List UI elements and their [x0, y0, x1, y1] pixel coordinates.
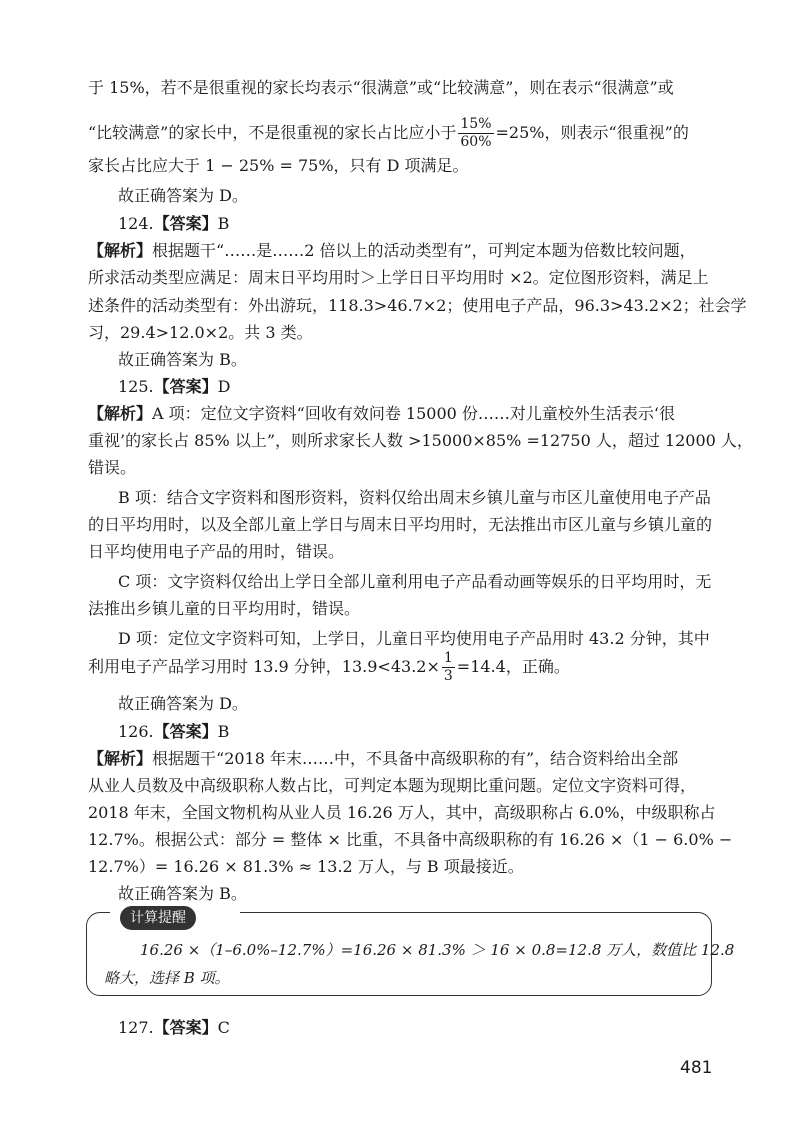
fraction: $\frac{1}{3}$: [443, 650, 453, 684]
text-line: 从业人员数及中高级职称人数占比，可判定本题为现期比重问题。定位文字资料可得，: [88, 776, 697, 795]
page-number: 481: [680, 1058, 713, 1078]
text-line: 2018 年末，全国文物机构从业人员 16.26 万人，其中，高级职称占 6.0%，中级职称占: [88, 803, 716, 822]
text-line: 的日平均用时，以及全部儿童上学日与周末日平均用时，无法推出市区儿童与乡镇儿童的: [88, 515, 713, 534]
text-line: B 项：结合文字资料和图形资料，资料仅给出周末乡镇儿童与市区儿童使用电子产品: [118, 488, 711, 507]
text-line: 法推出乡镇儿童的日平均用时，错误。: [88, 599, 361, 618]
text-line: 12.7%。根据公式：部分 = 整体 × 比重，不具备中高级职称的有 16.26 ×（1 − 6.0% −: [88, 830, 733, 849]
answer-line: 124.【答案】B: [118, 214, 230, 233]
calculation-tip-line: 16.26 ×（1–6.0%–12.7%）=16.26 × 81.3% ＞ 16 × 0.8=12.8 万人，数值比 12.8: [140, 941, 735, 959]
answer-line: 127.【答案】C: [118, 1018, 230, 1037]
text-line: 习，29.4>12.0×2。共 3 类。: [88, 323, 313, 342]
analysis-line: 【解析】根据题干“2018 年末……中，不具备中高级职称的有”，结合资料给出全部: [88, 749, 679, 768]
calculation-tip-label: 计算提醒: [120, 906, 196, 930]
text-line: D 项：定位文字资料可知，上学日，儿童日平均使用电子产品用时 43.2 分钟，其中: [118, 629, 710, 648]
text-line: 故正确答案为 D。: [118, 186, 248, 205]
text-line: 错误。: [88, 458, 137, 477]
text-line: 故正确答案为 B。: [118, 350, 247, 369]
calculation-tip-line: 略大，选择 B 项。: [104, 969, 230, 987]
text-line: 于 15%，若不是很重视的家长均表示“很满意”或“比较满意”，则在表示“很满意”或: [88, 78, 674, 97]
text-line: 所求活动类型应满足：周末日平均用时＞上学日日平均用时 ×2。定位图形资料，满足上: [88, 268, 709, 287]
text-line: 故正确答案为 D。: [118, 694, 248, 713]
text-line: 述条件的活动类型有：外出游玩，118.3>46.7×2；使用电子产品，96.3>43.2×2；社会学: [88, 296, 747, 315]
analysis-line: 【解析】根据题干“……是……2 倍以上的活动类型有”，可判定本题为倍数比较问题，: [88, 241, 696, 260]
text-line: 家长占比应大于 1 − 25% = 75%，只有 D 项满足。: [88, 156, 469, 175]
fraction: $\frac{15\%}{60\%}$: [460, 116, 492, 150]
text-line: C 项：文字资料仅给出上学日全部儿童利用电子产品看动画等娱乐的日平均用时，无: [118, 572, 712, 591]
answer-line: 126.【答案】B: [118, 722, 230, 741]
text-line: 12.7%）= 16.26 × 81.3% ≈ 13.2 万人，与 B 项最接近。: [88, 857, 524, 876]
text-line: 故正确答案为 B。: [118, 884, 247, 903]
text-line: 重视’的家长占 85% 以上”，则所求家长人数 >15000×85% =12750 人，超过 12000 人，: [88, 431, 753, 450]
text-line: 日平均使用电子产品的用时，错误。: [88, 542, 345, 561]
text-line: 利用电子产品学习用时 13.9 分钟，13.9<43.2× $\frac{1}{3}$ =14.4，正确。: [88, 650, 570, 684]
answer-line: 125.【答案】D: [118, 377, 231, 396]
analysis-line: 【解析】A 项：定位文字资料“回收有效问卷 15000 份……对儿童校外生活表示‘很: [88, 404, 675, 423]
text-line: “比较满意”的家长中，不是很重视的家长占比应小于 $\frac{15\%}{60\%}$ =25%，则表示“很重视”的: [88, 116, 689, 150]
